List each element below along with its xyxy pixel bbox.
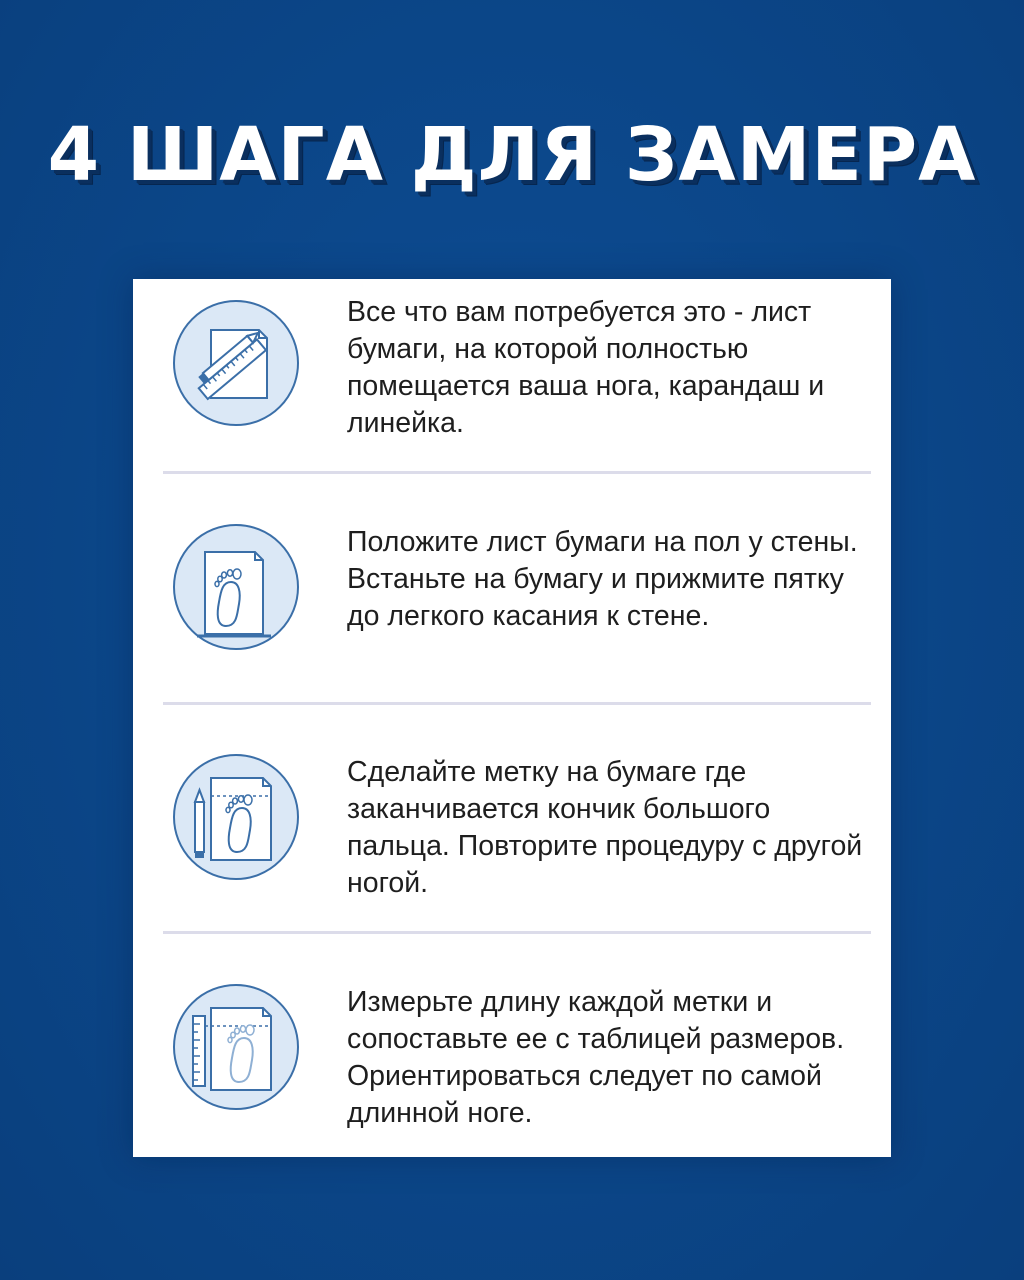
- step-3: [133, 739, 891, 935]
- step-3-text: Сделайте метку на бумаге где заканчивается кончик большого пальца. Повторите процедуру с другой ногой.: [347, 756, 863, 899]
- pencil-mark-foot-icon: [171, 752, 301, 882]
- divider: [163, 702, 871, 705]
- step-2: [133, 509, 891, 705]
- divider: [163, 931, 871, 934]
- step-2-text: Положите лист бумаги на пол у стены. Встаньте на бумагу и прижмите пятку до легкого касания к стене.: [347, 526, 858, 632]
- instructions-card: [133, 279, 891, 1157]
- step-4-text: Измерьте длину каждой метки и сопоставьте ее с таблицей размеров. Ориентироваться следует по самой длинной ноге.: [347, 986, 845, 1129]
- paper-pencil-ruler-icon: [171, 298, 301, 428]
- page-title: 4 ШАГА ДЛЯ ЗАМЕРА: [47, 112, 977, 198]
- divider: [163, 471, 871, 474]
- ruler-measure-foot-icon: [171, 982, 301, 1112]
- step-1-text: Все что вам потребуется это - лист бумаги, на которой полностью помещается ваша нога, карандаш и линейка.: [347, 296, 825, 439]
- step-4: [133, 969, 891, 1165]
- step-1: [133, 279, 891, 475]
- foot-on-paper-wall-icon: [171, 522, 301, 652]
